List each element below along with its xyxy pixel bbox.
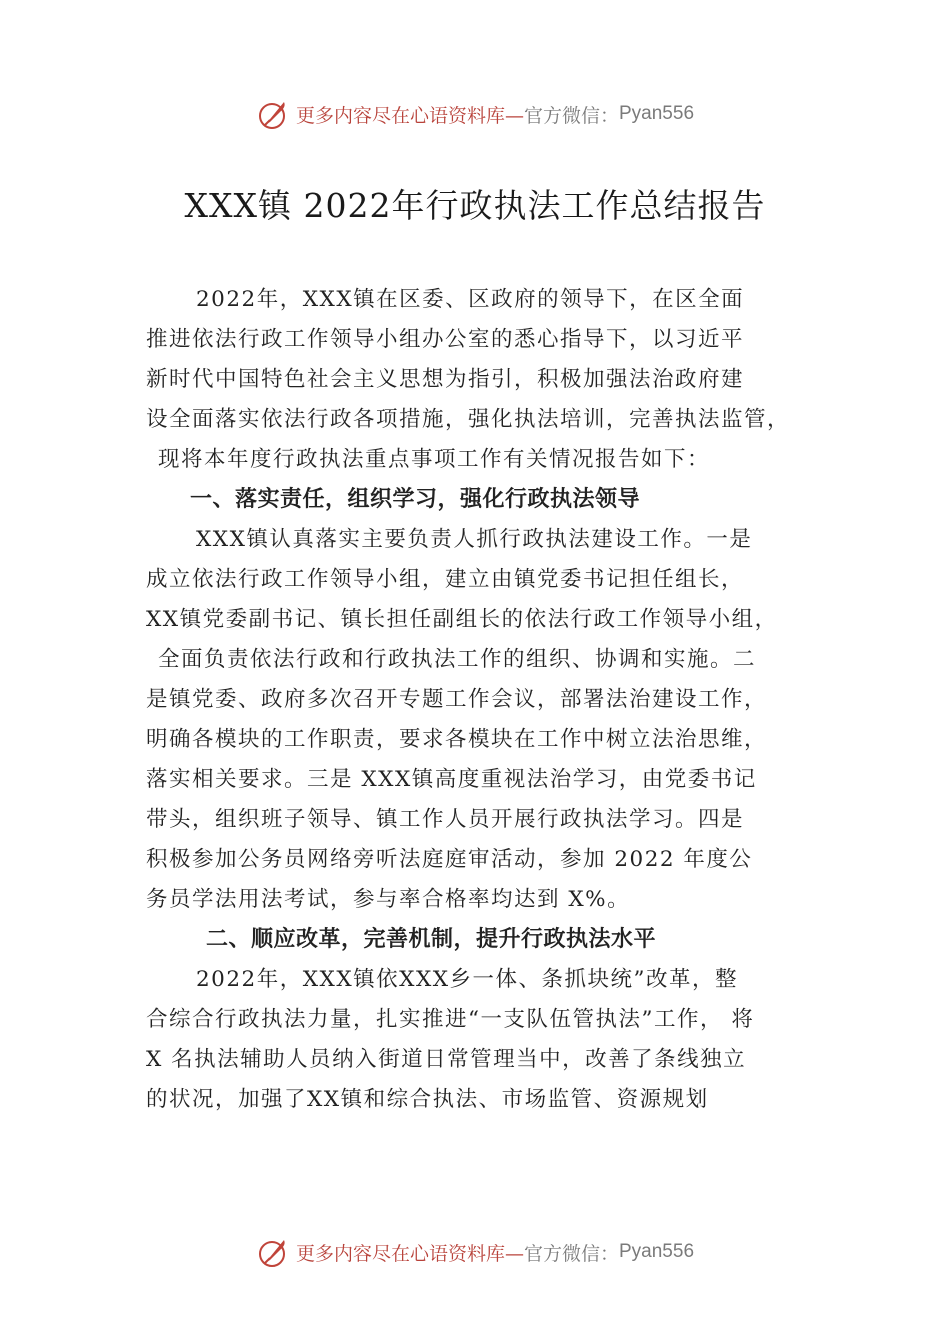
feather-logo-icon — [256, 1234, 292, 1270]
body-line: 合综合行政执法力量，扎实推进“一支队伍管执法”工作， 将 — [146, 1007, 755, 1032]
body-line: 2022年，XXX镇在区委、区政府的领导下，在区全面 — [196, 287, 745, 312]
section-heading-2: 二、顺应改革，完善机制，提升行政执法水平 — [206, 927, 657, 952]
body-line: 落实相关要求。三是 XXX镇高度重视法治学习，由党委书记 — [146, 767, 757, 792]
body-line: 带头，组织班子领导、镇工作人员开展行政执法学习。四是 — [146, 807, 745, 832]
body-line: 新时代中国特色社会主义思想为指引，积极加强法治政府建 — [146, 367, 745, 392]
body-line: 务员学法用法考试，参与率合格率均达到 X%。 — [146, 887, 631, 912]
body-line: XXX镇认真落实主要负责人抓行政执法建设工作。一是 — [196, 527, 753, 552]
banner-wechat-id: Pyan556 — [619, 103, 695, 124]
body-line: 2022年，XXX镇依XXX乡一体、条抓块统”改革，整 — [196, 967, 739, 992]
body-line: 全面负责依法行政和行政执法工作的组织、协调和实施。二 — [158, 647, 757, 672]
banner-wechat-label: 官方微信： — [523, 104, 619, 127]
banner-wechat-label: 官方微信： — [523, 1242, 619, 1265]
body-line: 的状况，加强了XX镇和综合执法、市场监管、资源规划 — [146, 1087, 709, 1112]
footer-banner — [0, 1232, 950, 1272]
document-body — [146, 280, 836, 1120]
body-line: XX镇党委副书记、镇长担任副组长的依法行政工作领导小组， — [146, 607, 778, 632]
banner-text: 更多内容尽在心语资料库— — [295, 1242, 524, 1265]
header-banner — [0, 94, 950, 134]
body-line: 明确各模块的工作职责，要求各模块在工作中树立法治思维， — [146, 727, 768, 752]
body-line: 设全面落实依法行政各项措施，强化执法培训，完善执法监管， — [146, 407, 791, 432]
body-line: 推进依法行政工作领导小组办公室的悉心指导下，以习近平 — [146, 327, 745, 352]
body-line: 现将本年度行政执法重点事项工作有关情况报告如下： — [158, 447, 711, 472]
document-title: XXX镇 2022年行政执法工作总结报告 — [184, 186, 766, 225]
body-line: X 名执法辅助人员纳入街道日常管理当中，改善了条线独立 — [146, 1047, 747, 1072]
body-line: 成立依法行政工作领导小组，建立由镇党委书记担任组长， — [146, 567, 745, 592]
banner-text: 更多内容尽在心语资料库— — [295, 104, 524, 127]
body-line: 积极参加公务员网络旁听法庭庭审活动，参加 2022 年度公 — [146, 847, 753, 872]
body-line: 是镇党委、政府多次召开专题工作会议，部署法治建设工作， — [146, 687, 768, 712]
section-heading-1: 一、落实责任，组织学习，强化行政执法领导 — [190, 487, 641, 512]
banner-wechat-id: Pyan556 — [619, 1241, 695, 1262]
feather-logo-icon — [256, 96, 292, 132]
